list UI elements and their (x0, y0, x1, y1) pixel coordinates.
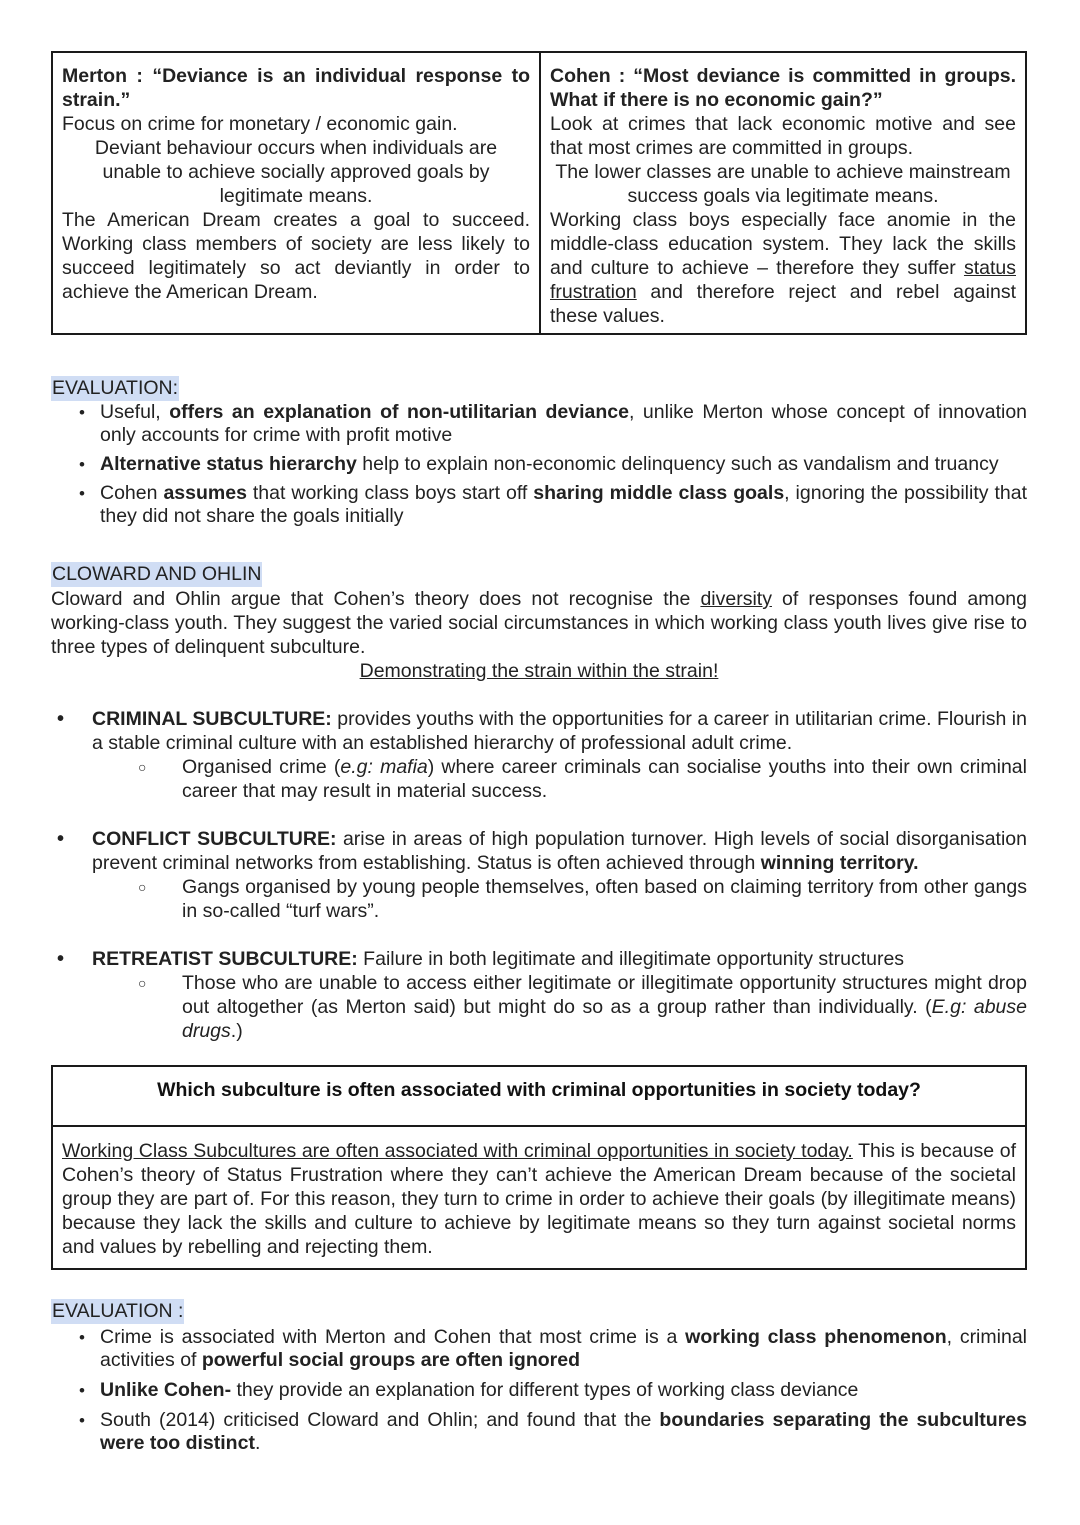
item-bold: Unlike Cohen- (100, 1379, 232, 1401)
merton-cell (53, 53, 539, 333)
item-bold: Alternative status hierarchy (100, 453, 357, 475)
list-item (51, 1379, 1027, 1402)
diversity-term: diversity (700, 588, 772, 610)
intro-text: Cloward and Ohlin argue that Cohen’s theory does not recognise the (51, 588, 701, 610)
list-item (51, 1409, 1027, 1455)
comparison-table (51, 51, 1027, 335)
item-text: , unlike Merton whose concept of innovation only accounts for crime with profit motive (100, 401, 1028, 446)
subculture-label: CONFLICT SUBCULTURE: (92, 828, 337, 850)
merton-centered-text: Deviant behaviour occurs when individuals are unable to achieve socially approved goals by legitimate means. (94, 137, 498, 207)
item-bold: working class phenomenon (685, 1326, 947, 1348)
cloward-tagline: Demonstrating the strain within the strain! (359, 660, 719, 682)
sub-text: ) where career criminals can socialise youths into their own criminal career that may result in material success. (182, 756, 1027, 802)
item-text: Crime is associated with Merton and Cohen that most crime is a (100, 1326, 686, 1348)
subculture-label: RETREATIST SUBCULTURE: (92, 948, 358, 970)
evaluation-heading-2 (51, 1299, 1027, 1324)
question-box (51, 1065, 1027, 1270)
list-item (51, 1326, 1027, 1372)
item-text: Cohen (100, 482, 164, 504)
intro-text-end: of responses found among working-class youth. They suggest the varied social circumstances in which working class youth lives give rise to three types of delinquent subculture. (51, 588, 1027, 658)
cohen-paragraph (550, 208, 1016, 328)
sub-italic: E.g: abuse drugs (182, 996, 1027, 1042)
question-text: Which subculture is often associated with criminal opportunities in society today? (53, 1067, 1025, 1127)
subculture-retreatist (51, 947, 1027, 1043)
cloward-heading (51, 562, 1027, 587)
cohen-heading: Cohen : “Most deviance is committed in groups. What if there is no economic gain?” (550, 65, 1016, 111)
item-bold: offers an explanation of non-utilitarian deviance (169, 401, 629, 423)
item-text: they provide an explanation for different types of working class deviance (231, 1379, 859, 1401)
answer-underlined: Working Class Subcultures are often associated with criminal opportunities in society today. (62, 1140, 853, 1162)
subculture-text: Failure in both legitimate and illegitimate opportunity structures (357, 948, 905, 970)
item-text: help to explain non-economic delinquency such as vandalism and truancy (356, 453, 999, 475)
item-text: , ignoring the possibility that they did not share the goals initially (100, 482, 1027, 527)
item-text: Useful, (100, 401, 170, 423)
sub-item (51, 755, 1027, 803)
subculture-text: arise in areas of high population turnover. High levels of social disorganisation prevent criminal networks from establishing. Status is often achieved through (92, 828, 1027, 874)
merton-paragraph: The American Dream creates a goal to succeed. Working class members of society are less likely to succeed legitimately so act deviantly in order to achieve the American Dream. (62, 209, 530, 303)
item-bold: assumes (163, 482, 247, 504)
list-item (51, 453, 1027, 476)
cloward-intro (51, 587, 1027, 659)
cloward-heading-text: CLOWARD AND OHLIN (52, 563, 262, 585)
subculture-criminal (51, 707, 1027, 803)
merton-line1: Focus on crime for monetary / economic gain. (62, 113, 458, 135)
item-bold: boundaries separating the subcultures were too distinct (100, 1409, 1027, 1454)
answer-rest: This is because of Cohen’s theory of Status Frustration where they can’t achieve the American Dream because of the societal group they are part of. For this reason, they turn to crime in order to achieve their goals (by illegitimate means) because they lack the skills and culture to achieve by legitimate means so they turn against societal norms and values by rebelling and rejecting them. (62, 1140, 1016, 1258)
cohen-para-text-end: and therefore reject and rebel against these values. (550, 281, 1016, 327)
cohen-cell (539, 53, 1025, 333)
item-bold: powerful social groups are often ignored (201, 1349, 581, 1371)
cohen-para-text: Working class boys especially face anomie in the middle-class education system. They lack the skills and culture to achieve – therefore they suffer (550, 209, 1016, 279)
cohen-line1: Look at crimes that lack economic motive and see that most crimes are committed in groups. (550, 113, 1016, 159)
document-page (51, 51, 1027, 1462)
item-text: that working class boys start off (246, 482, 534, 504)
cohen-centered-text: The lower classes are unable to achieve mainstream success goals via legitimate means. (555, 161, 1011, 207)
evaluation-heading-1 (51, 376, 1027, 401)
item-text: , criminal activities of (100, 1326, 1027, 1371)
subculture-sublist (92, 971, 1027, 1043)
merton-heading: Merton : “Deviance is an individual response to strain.” (62, 65, 530, 111)
evaluation-list-1 (51, 401, 1027, 528)
answer-text (53, 1127, 1025, 1268)
sub-text: Gangs organised by young people themselves, often based on claiming territory from other gangs in so-called “turf wars”. (182, 876, 1027, 922)
evaluation-heading-1-text: EVALUATION: (52, 377, 179, 399)
subculture-label: CRIMINAL SUBCULTURE: (92, 708, 332, 730)
evaluation-heading-2-text: EVALUATION : (52, 1300, 184, 1322)
item-text: . (254, 1432, 261, 1454)
sub-text: Organised crime ( (182, 756, 341, 778)
sub-text: Those who are unable to access either legitimate or illegitimate opportunity structures might drop out altogether (as Merton said) but might do so as a group rather than individually. ( (182, 972, 1027, 1018)
subculture-sublist (92, 875, 1027, 923)
sub-text: .) (230, 1020, 243, 1042)
item-bold: sharing middle class goals (533, 482, 785, 504)
evaluation-list-2 (51, 1326, 1027, 1455)
subculture-text: provides youths with the opportunities for a career in utilitarian crime. Flourish in a stable criminal culture with an established hierarchy of professional adult crime. (92, 708, 1027, 754)
sub-item (51, 971, 1027, 1043)
list-item (51, 401, 1027, 447)
sub-item (51, 875, 1027, 923)
subculture-conflict (51, 827, 1027, 923)
list-item (51, 482, 1027, 528)
subculture-sublist (92, 755, 1027, 803)
sub-italic: e.g: mafia (340, 756, 428, 778)
item-text: South (2014) criticised Cloward and Ohlin; and found that the (100, 1409, 660, 1431)
subculture-bold: winning territory. (760, 852, 919, 874)
status-frustration-term: status frustration (550, 257, 1016, 303)
subculture-list (51, 707, 1027, 1043)
